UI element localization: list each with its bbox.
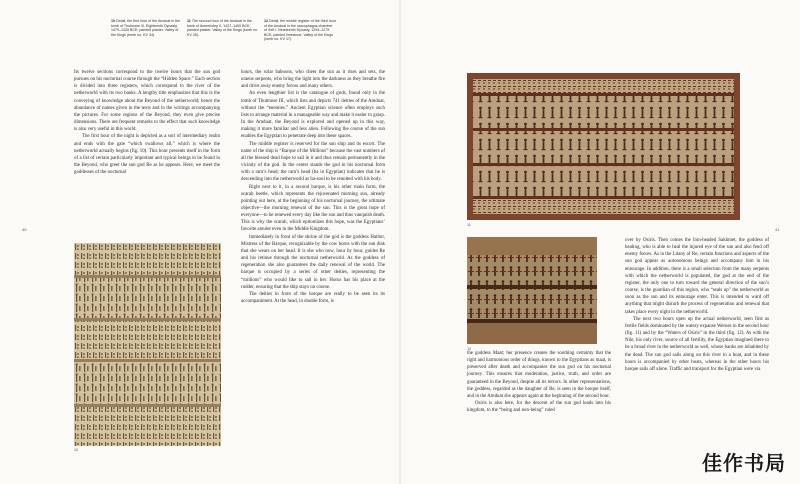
left-column-1 (74, 69, 220, 176)
page-number-left: 40 (22, 227, 27, 232)
paragraph: The next two hours open up the actual netherworld, seen first as fertile fields dominated by the watery expanse Wernes in the second hour (fig. 11) and by the “Waters of Osiris” in the third (fig. 12). As with the Nile, his only river, source of all fertility, the Egyptian imagined there to be a broad river in the netherworld as well, whose banks are inhabited by the dead. The sun god sails along on this river in a boat, and in these hours is accompanied by other boats, whereas in the other hours his barque sails off alone. Traffic and transport for the Egyptian were via (625, 316, 769, 372)
caption-11-text: The second hour of the Amduat in the tomb of Amenhotep II, 1427–1400 BCE; painted plaster. Valley of the Kings (tomb no. KV 35). (187, 19, 259, 37)
figure-11-amduat-second-hour (467, 73, 740, 220)
caption-10 (111, 19, 183, 37)
figure-12-label: 12 (467, 347, 472, 351)
paragraph: Immediately in front of the shrine of the god is the goddess Hathor, Mistress of the Barque, recognizable by the cow horns with the sun disk that she wears on her head. It is she who now, hour by hour, guides Re and his retinue through the nocturnal netherworld. As the goddess of regeneration she also guarantees the daily renewal of the world. The barque is occupied by a series of other deities, representing the “millions” who would like to sail in her. Horus has his place at the rudder, ensuring that the ship stays on course. (241, 234, 385, 290)
caption-12-number: 12 (264, 19, 268, 23)
paragraph: Its twelve sections correspond to the twelve hours that the sun god pursues on his nocturnal course through the “Hidden Space.” Each section is divided into three registers, which correspond to the river of the netherworld with its two banks. A lengthy title emphasizes that this is the conveying of knowledge about the Beyond of the netherworld; hence the abundance of names given in the texts and in the writings accompanying the pictures. For some regions of the Beyond, they even give precise dimensions. There are frequent remarks to the effect that such knowledge is also very useful in this world. (74, 70, 220, 133)
right-column-1 (467, 350, 611, 414)
paragraph: hours, the solar baboons, who cheer the sun as it rises and sets, the uraeus serpents, who bring the light into the darkness as they breathe fire and drive away enemy forces and many others. (241, 70, 385, 90)
page-number-right: 41 (775, 227, 780, 232)
caption-10-text: Detail, the first hour of the Amduat in the tomb of Thutmose III. Eighteenth Dynasty, 1479–1425 BCE; painted plaster. Valley of the Kings (tomb no. KV 34). (111, 19, 181, 37)
amduat-painting (74, 243, 221, 446)
caption-11-number: 11 (187, 19, 191, 23)
paragraph: Right next to it, in a second barque, is his other main form, the scarab beetle, which represents the rejuvenated morning sun, already pointing out here, at the beginning of his nocturnal journey, the ultimate objective—the morning renewal of the sun. This is the great hope of everyone—to be renewed every day like the sun and thus vanquish death. This is why the scarab, which epitomizes this hope, was the Egyptians’ favorite amulet even in the Middle Kingdom. (241, 184, 385, 233)
caption-12-text: Detail, the middle register of the third hour of the Amduat in the sarcophagus chamber of Seti I. Nineteenth Dynasty, 1294–1279 BCE; painted limestone. Valley of the Kings (tomb no. KV 17). (264, 19, 336, 42)
caption-11 (187, 19, 259, 37)
paragraph: the goddess Maat; her presence creates the soothing certainty that the right and harmonious order of things, known to the Egyptians as maat, is preserved after death and accompanies the sun god on his nocturnal journey. This ensures that moderation, justice, truth, and order are guaranteed in the Beyond, despite all its terrors. In other representations, the goddess, regarded as the daughter of Re, is seen in the barque itself, and in the Amduat she appears again at the beginning of the second hour. (467, 351, 611, 399)
watermark: 佳作书局 (702, 451, 786, 475)
paragraph: The middle register is reserved for the sun ship and its escort. The name of the ship is “Barque of the Millions” because the vast numbers of all the blessed dead hope to sail in it and thus remain permanently in the vicinity of the god. In the center stands the god in his nocturnal form with a ram’s head; the ram’s head (ba in Egyptian) indicates that he is descending into the netherworld as ba-soul to be reunited with his body. (241, 141, 385, 183)
right-column-2 (625, 237, 769, 373)
tomb-wall-painting (467, 73, 740, 220)
caption-12 (264, 19, 336, 42)
figure-10-label: 10 (74, 448, 79, 452)
figure-10-amduat-first-hour (74, 243, 221, 446)
sarcophagus-chamber-painting (467, 237, 597, 344)
figure-12-amduat-third-hour (467, 237, 597, 344)
paragraph: over by Osiris. Then comes the lion-headed Sakhmet, the goddess of healing, who is able to heal the injured eye of the sun and also fend off enemy forces. As in the Litany of Re, certain functions and aspects of the sun god appear as autonomous beings and accompany him in his entourage. In addition, there is a small selection from the many serpents with which the netherworld is populated, the god at the end of the register, the only one to turn toward the general direction of the sun’s course, is the guardian of this region, who “seals up” the netherworld as soon as the sun and its entourage enter. This is intended to ward off anything that might disturb the process of regeneration and renewal that takes place every night in the netherworld. (625, 238, 769, 315)
paragraph: An even lengthier list is the catalogue of gods, found only in the tomb of Thutmose III, which lists and depicts 741 deities of the Amduat, without the “enemies.” Ancient Egyptian science often employs such lists to arrange material in a manageable way and make it easier to grasp. In the Amduat, the Beyond is explored and opened up in this way, making it more familiar and less alien. Following the course of the sun enables the Egyptian to penetrate deep into these spaces. (241, 91, 385, 140)
page-gutter (399, 0, 401, 484)
paragraph: Osiris is also here, for the descent of the sun god leads into his kingdom, to the “being and non-being” ruled (467, 401, 611, 414)
left-column-2 (241, 69, 385, 305)
paragraph: The deities in front of the barque are really to be seen its its accompaniment. At the head, in double form, is (241, 291, 385, 304)
figure-11-label: 11 (467, 223, 471, 227)
paragraph: The first hour of the night is depicted as a sort of intermediary realm and ends with the gate “which swallows all,” which is where the netherworld actually begins (fig. 10). This hour presents itself in the form of a list of certain particularly important and typical beings to be found in the Beyond, who greet the sun god Re as he appears. Here, we meet the goddesses of the nocturnal (74, 134, 220, 176)
caption-10-number: 10 (111, 19, 115, 23)
